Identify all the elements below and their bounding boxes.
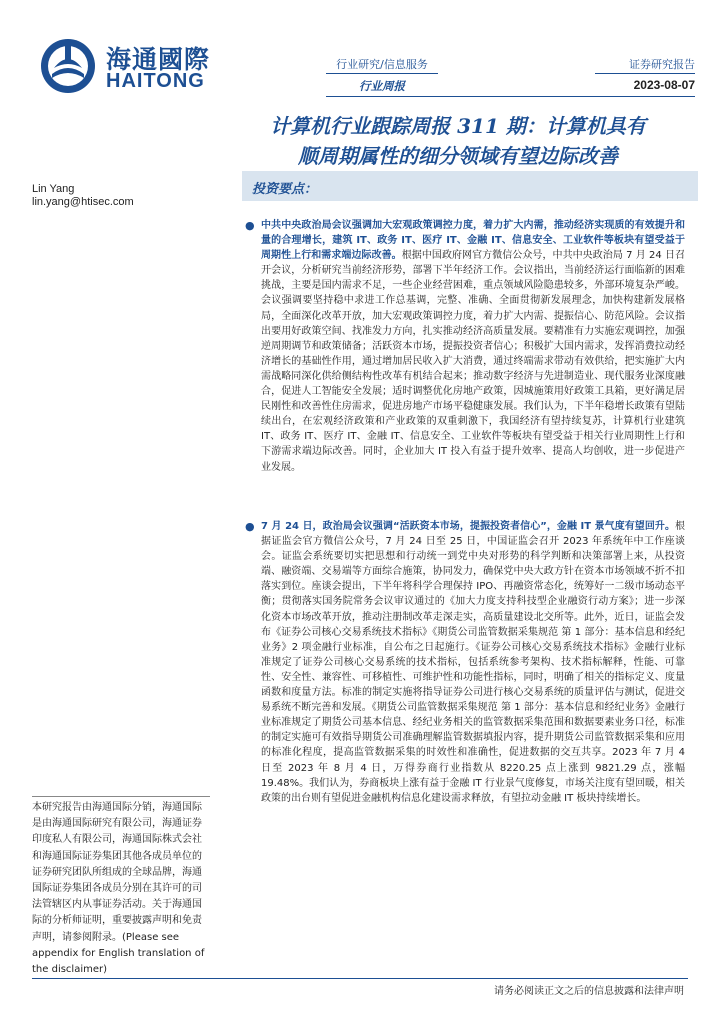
report-category — [326, 56, 438, 94]
header-bottom-rule — [326, 96, 695, 97]
disclaimer-text: 本研究报告由海通国际分销，海通国际是由海通国际研究有限公司，海通证券印度私人有限公司，海通国际株式会社和海通国际证券集团其他各成员单位的证券研究团队所组成的全球品牌，海通国际证券集团各成员分别在其许可的司法管辖区内从事证券活动。关于海通国际的分析师证明，重要披露声明和免责声明，请参阅附录。(Please see appendix for English translation of the disclaimer) — [32, 802, 205, 976]
bullet-dot-icon: ● — [245, 219, 255, 232]
header-divider-center — [326, 73, 438, 74]
report-type-label: 行业周报 — [359, 79, 405, 93]
section-heading-bar — [242, 171, 698, 201]
haitong-emblem-icon — [40, 38, 96, 94]
bullet-dot-icon: ● — [245, 520, 255, 533]
bullet-item — [245, 218, 685, 475]
report-meta — [595, 56, 695, 92]
report-date: 2023-08-07 — [633, 78, 695, 92]
logo-chinese-name: 海通國際 — [106, 45, 211, 74]
author-block — [32, 183, 134, 209]
footer-rule — [32, 978, 688, 979]
disclaimer-rule — [32, 796, 210, 797]
title-line-2: 顺周期属性的细分领域有望边际改善 — [298, 144, 618, 168]
footer-note: 请务必阅读正文之后的信息披露和法律声明 — [494, 986, 684, 997]
author-name: Lin Yang — [32, 183, 75, 195]
section-heading: 投资要点： — [252, 182, 318, 197]
bullet-paragraph — [261, 519, 685, 806]
bullet-paragraph — [261, 218, 685, 475]
haitong-logo — [40, 38, 240, 94]
header-divider-right — [595, 73, 695, 74]
bullet-highlight: 中共中央政治局会议强调加大宏观政策调控力度，着力扩大内需，推动经济实现质的有效提升和量的合理增长，建筑 IT、政务 IT、医疗 IT、金融 IT、信息安全、工业软件等板块有望受益于周期性上行和需求端边际改善。 — [261, 220, 685, 262]
report-title — [230, 111, 686, 171]
category-label: 行业研究/信息服务 — [336, 58, 428, 71]
author-email[interactable]: lin.yang@htisec.com — [32, 196, 134, 208]
logo-english-name: HAITONG — [106, 70, 205, 92]
securities-report-label: 证券研究报告 — [629, 58, 695, 71]
bullet-body: 根据证监会官方微信公众号，7 月 24 日至 25 日，中国证监会召开 2023 年系统年中工作座谈会。证监会系统要切实把思想和行动统一到党中央对形势的科学判断和决策部署上来，从投资端、融资端、交易端等方面综合施策，协同发力，确保党中央大政方针在资本市场领域不折不扣落实到位。座谈会提出，下半年将科学合理保持 IPO、再融资常态化，统筹好一二级市场动态平衡；贯彻落实国务院常务会议审议通过的《加大力度支持科技型企业融资行动方案》；进一步深化资本市场改革开放，推动注册制改革走深走实，高质量建设北交所等。此外，近日，证监会发布《证券公司核心交易系统技术指标》《期货公司监管数据采集规范 第 1 部分：基本信息和经纪业务》2 项金融行业标准，自公布之日起施行。《证券公司核心交易系统技术指标》金融行业标准规定了证券公司核心交易系统的技术指标，包括系统参考架构、技术指标解释，性能、可靠性、安全性、兼容性、可移植性、可维护性和功能性指标，同时，明确了相关的指标定义、度量函数和度量方法。标准的制定实施将指导证券公司进行核心交易系统的质量评估与测试，促进交易系统不断完善和发展。《期货公司监管数据采集规范 第 1 部分：基本信息和经纪业务》金融行业标准规定了期货公司基本信息、经纪业务相关的监管数据采集范围和数据要素业务口径，标准的制定实施可有效指导期货公司准确理解监管数据填报内容，提升期货公司监管数据采集和应用的标准化程度，提高监管数据采集的时效性和准确性，促进数据的交互共享。2023 年 7 月 4 日至 2023 年 8 月 4 日，万得券商行业指数从 8220.25 点上涨到 9821.29 点，涨幅 19.48%。我们认为，券商板块上涨有益于金融 IT 行业景气度修复，市场关注度有望回暖，相关政策的出台则有望促进金融机构信息化建设需求释放，有望拉动金融 IT 板块持续增长。 — [261, 521, 685, 804]
title-line-1: 计算机行业跟踪周报 311 期：计算机具有 — [270, 114, 646, 138]
bullet-body: 根据中国政府网官方微信公众号，中共中央政治局 7 月 24 日召开会议，分析研究当前经济形势，部署下半年经济工作。会议指出，当前经济运行面临新的困难挑战，主要是国内需求不足，一些企业经营困难，重点领域风险隐患较多，外部环境复杂严峻。会议强调要坚持稳中求进工作总基调，完整、准确、全面贯彻新发展理念，加快构建新发展格局，全面深化改革开放，加大宏观政策调控力度，着力扩大内需、提振信心、防范风险。会议指出要用好政策空间、找准发力方向，扎实推动经济高质量发展。要精准有力实施宏观调控，加强逆周期调节和政策储备；活跃资本市场，提振投资者信心；积极扩大国内需求，发挥消费拉动经济增长的基础性作用，通过增加居民收入扩大消费，通过终端需求带动有效供给，把实施扩大内需战略同深化供给侧结构性改革有机结合起来；推动数字经济与先进制造业、现代服务业深度融合，促进人工智能安全发展；适时调整优化房地产政策，因城施策用好政策工具箱，更好满足居民刚性和改善性住房需求，促进房地产市场平稳健康发展。我们认为，下半年稳增长政策有望陆续出台，在宏观经济政策和产业政策的双重刺激下，我国经济有望持续复苏，计算机行业建筑 IT、政务 IT、医疗 IT、金融 IT、信息安全、工业软件等板块有望受益于相关行业周期性上行和下游需求端边际改善。同时，企业加大 IT 投入有益于提升效率、提高人均创收，进一步促进产业发展。 — [261, 250, 685, 473]
bullet-highlight: 7 月 24 日，政治局会议强调“活跃资本市场，提振投资者信心”，金融 IT 景气度有望回升。 — [261, 521, 675, 532]
bullet-item — [245, 519, 685, 806]
